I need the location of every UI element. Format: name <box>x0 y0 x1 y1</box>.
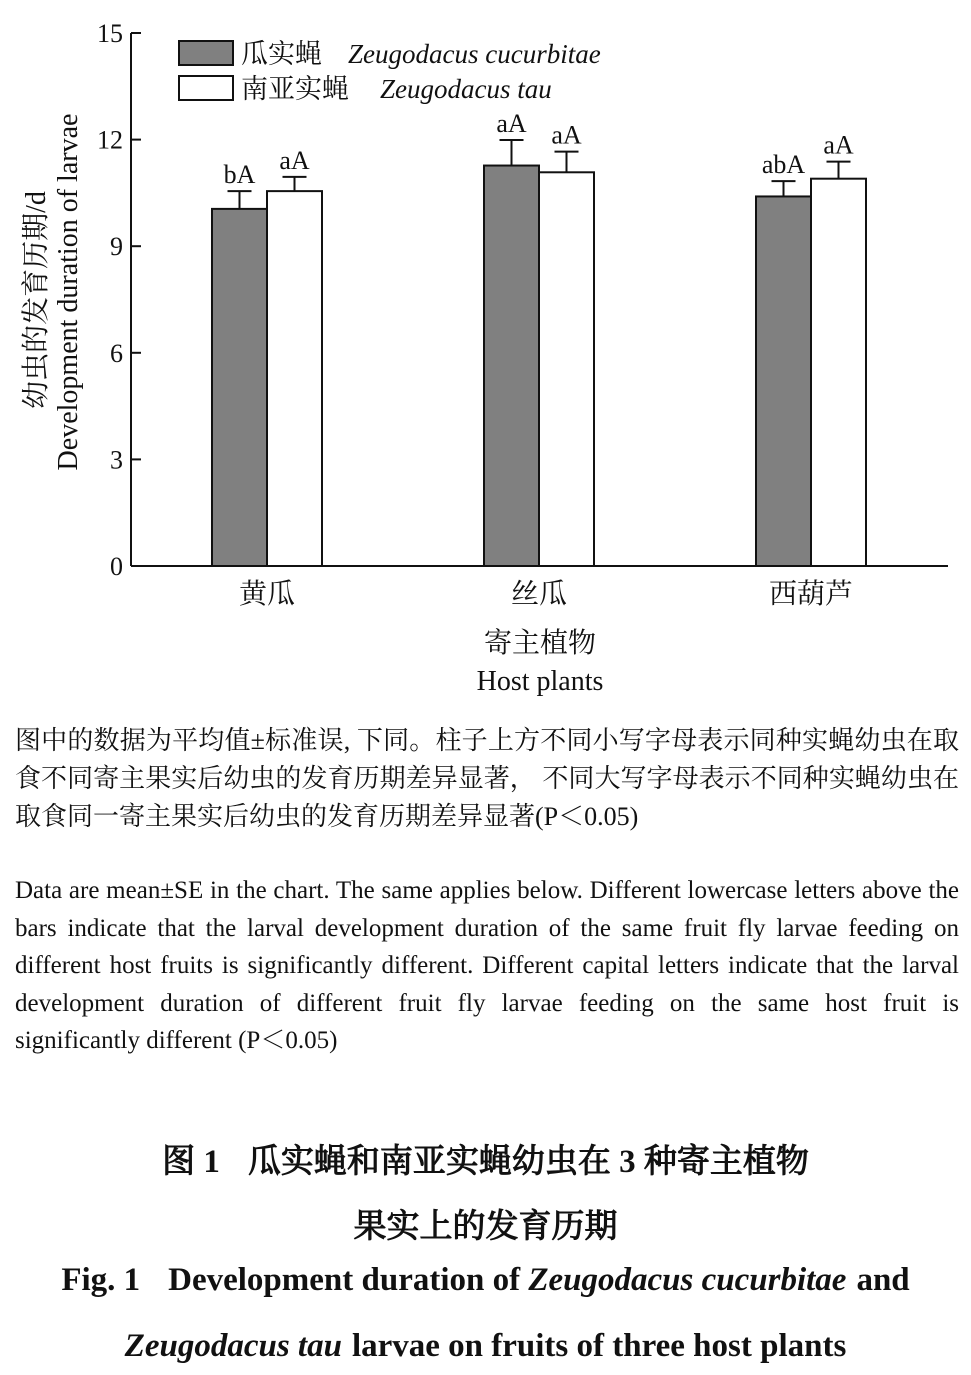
figure-caption-cn-line2: 果实上的发育历期 <box>353 1209 618 1245</box>
y-axis-title-en: Development duration of larvae <box>53 113 84 471</box>
figure-title-cn-1: 瓜实蝇和南亚实蝇幼虫在 3 种寄主植物 <box>247 1144 809 1180</box>
species-name-1: Zeugodacus cucurbitae <box>528 1262 847 1298</box>
figure-title-en-a: Development duration of <box>168 1262 521 1298</box>
figure-caption-en-line1 <box>0 1262 971 1299</box>
significance-letter: aA <box>279 145 310 175</box>
figure-title-en-b: larvae on fruits of three host plants <box>351 1328 847 1364</box>
x-tick-label: 西葫芦 <box>768 579 854 610</box>
bar <box>539 172 594 566</box>
bar <box>756 196 811 566</box>
figure-title-en-and: and <box>856 1262 910 1298</box>
x-tick-label: 丝瓜 <box>510 579 568 610</box>
figure-number-en: Fig. 1 <box>61 1262 141 1298</box>
legend-label-cn: 南亚实蝇 <box>241 74 349 104</box>
chart-bars <box>212 109 866 566</box>
y-tick-label: 0 <box>110 552 123 581</box>
chart-note-en: Data are mean±SE in the chart. The same applies below. Different lowercase letters above the bars indicate that the larval development duration of the same fruit fly larvae feeding on different host fruits is significantly different. Different capital letters indicate that the larval development duration of different fruit fly larvae feeding on the same host fruit is significantly different (P＜0.05) <box>15 877 959 1054</box>
y-tick-label: 6 <box>110 338 123 368</box>
significance-letter: bA <box>223 160 256 190</box>
x-axis-title-en: Host plants <box>476 666 604 697</box>
x-tick-label: 黄瓜 <box>238 579 296 610</box>
bar <box>267 191 322 566</box>
legend-label-cn: 瓜实蝇 <box>241 39 322 69</box>
significance-letter: abA <box>761 150 806 180</box>
significance-letter: aA <box>551 120 582 150</box>
legend-label-latin: Zeugodacus tau <box>380 74 552 104</box>
chart-legend <box>179 39 601 104</box>
figure-number-cn: 图 1 <box>162 1144 220 1180</box>
y-tick-label: 15 <box>97 19 123 48</box>
legend-label-latin: Zeugodacus cucurbitae <box>348 39 601 69</box>
significance-letter: aA <box>496 108 527 138</box>
bar <box>484 166 539 566</box>
x-axis-title-cn: 寄主植物 <box>483 628 597 659</box>
bar <box>811 179 866 566</box>
legend-swatch <box>179 41 233 65</box>
y-tick-label: 3 <box>110 445 123 475</box>
figure-caption-en-line2 <box>0 1328 971 1365</box>
y-axis-title-cn: 幼虫的发育历期/d <box>21 191 52 409</box>
bar <box>212 209 267 566</box>
figure-caption-cn-line1 <box>0 1135 971 1182</box>
y-tick-label: 9 <box>110 232 123 262</box>
chart-note-cn: 图中的数据为平均值±标准误, 下同。柱子上方不同小写字母表示同种实蝇幼虫在取食不同寄主果实后幼虫的发育历期差异显著， 不同大写字母表示不同种实蝇幼虫在取食同一寄主果实后幼虫的发育历期差异显著(P＜0.05) <box>15 726 959 831</box>
significance-letter: aA <box>823 130 854 160</box>
species-name-2: Zeugodacus tau <box>124 1328 342 1364</box>
y-tick-label: 12 <box>97 125 123 155</box>
legend-swatch <box>179 76 233 100</box>
